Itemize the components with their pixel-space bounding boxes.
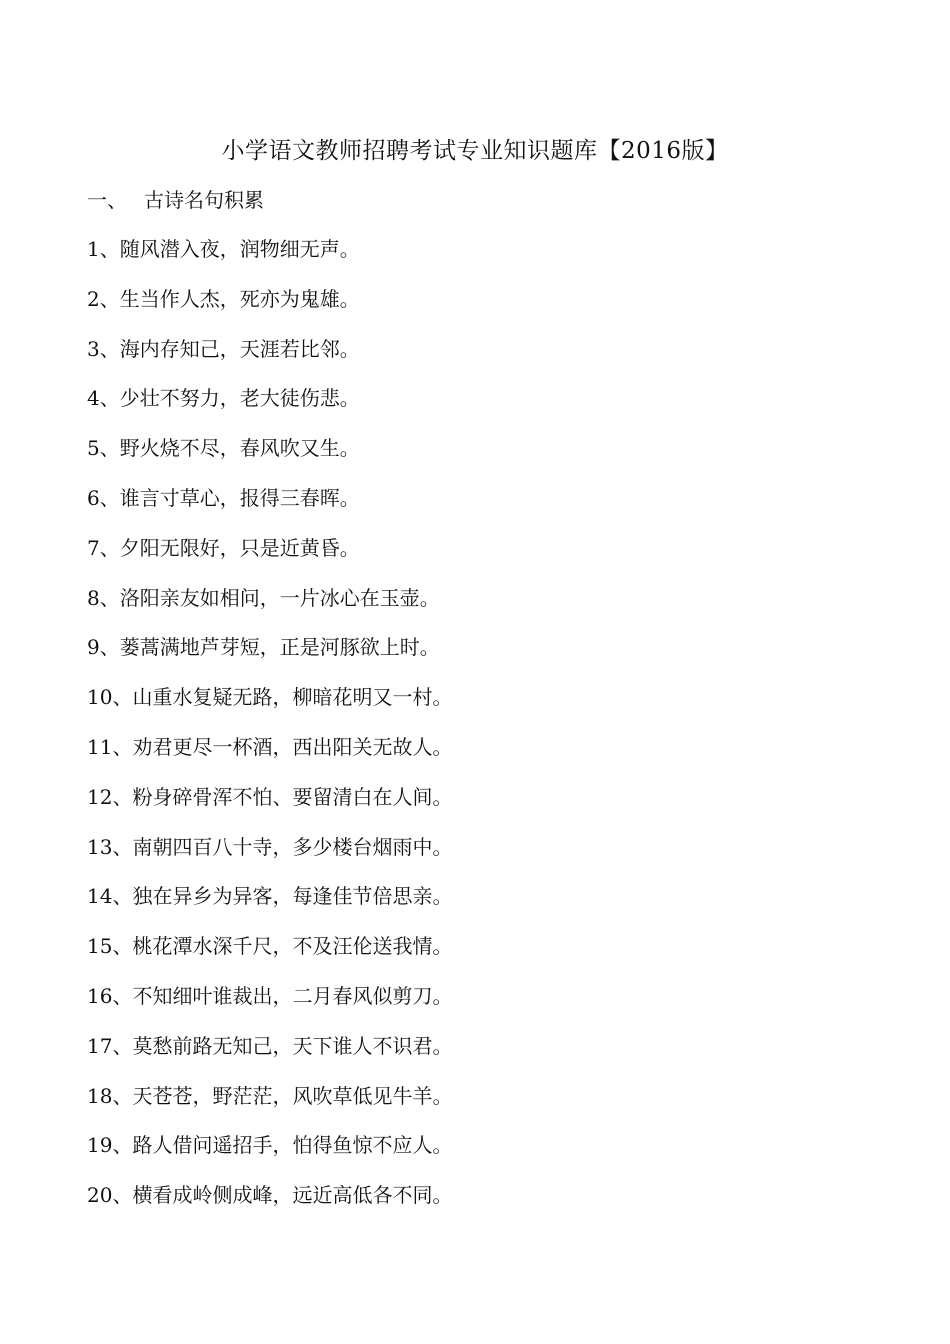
poem-line: 20、横看成岭侧成峰，远近高低各不同。: [87, 1183, 453, 1208]
poem-line: 14、独在异乡为异客，每逢佳节倍思亲。: [87, 884, 453, 909]
poem-line: 5、野火烧不尽，春风吹又生。: [87, 436, 360, 461]
poem-line: 11、劝君更尽一杯酒，西出阳关无故人。: [87, 734, 453, 759]
poem-line: 13、南朝四百八十寺，多少楼台烟雨中。: [87, 834, 453, 859]
poem-line: 18、天苍苍，野茫茫，风吹草低见牛羊。: [87, 1083, 453, 1108]
poem-line: 7、夕阳无限好，只是近黄昏。: [87, 535, 360, 560]
poem-line: 19、路人借问遥招手，怕得鱼惊不应人。: [87, 1133, 453, 1158]
poem-line: 16、不知细叶谁裁出，二月春风似剪刀。: [87, 983, 453, 1008]
document-title: 小学语文教师招聘考试专业知识题库【2016版】: [221, 138, 729, 164]
poem-line: 8、洛阳亲友如相问，一片冰心在玉壶。: [87, 585, 440, 610]
poem-line: 12、粉身碎骨浑不怕、要留清白在人间。: [87, 784, 453, 809]
poem-line: 1、随风潜入夜，润物细无声。: [87, 237, 360, 261]
poem-line-list: [87, 234, 452, 1230]
section-title: 古诗名句积累: [144, 188, 264, 212]
poem-line: 6、谁言寸草心，报得三春晖。: [87, 485, 360, 510]
poem-line: 15、桃花潭水深千尺，不及汪伦送我情。: [87, 934, 453, 959]
poem-line: 2、生当作人杰，死亦为鬼雄。: [87, 286, 360, 311]
poem-line: 3、海内存知己，天涯若比邻。: [87, 336, 360, 361]
poem-line: 17、莫愁前路无知己，天下谁人不识君。: [87, 1033, 453, 1058]
poem-line: 9、蒌蒿满地芦芽短，正是河豚欲上时。: [87, 635, 440, 660]
section-heading: [87, 185, 264, 215]
section-number: 一、: [87, 188, 127, 212]
poem-line: 4、少壮不努力，老大徒伤悲。: [87, 386, 360, 411]
poem-line: 10、山重水复疑无路，柳暗花明又一村。: [87, 685, 453, 710]
